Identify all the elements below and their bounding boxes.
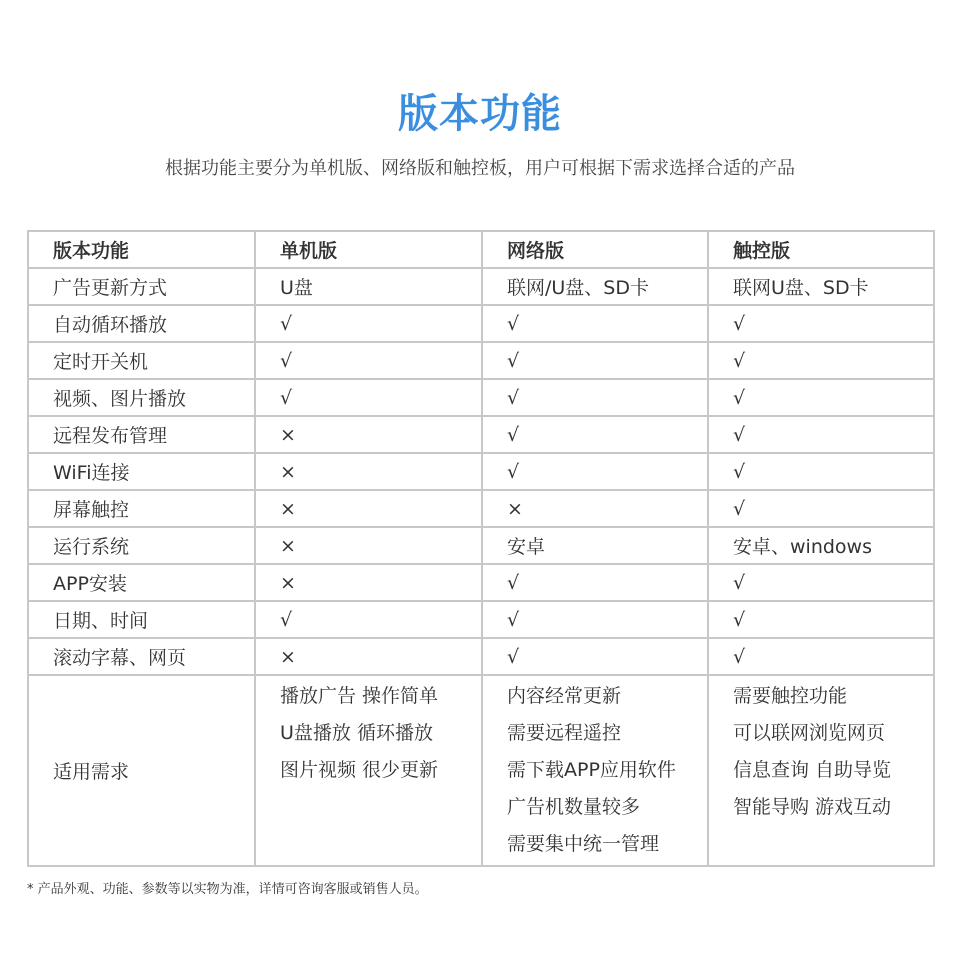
touch-value: 安卓、windows: [708, 527, 934, 564]
use-case-network: [482, 675, 708, 866]
feature-name: 广告更新方式: [28, 268, 255, 305]
network-value: 安卓: [482, 527, 708, 564]
standalone-value: ×: [255, 638, 482, 675]
table-row: [28, 268, 934, 305]
use-case-line: 需下载APP应用软件: [507, 759, 676, 781]
use-case-line: 可以联网浏览网页: [733, 722, 886, 744]
standalone-value: U盘: [255, 268, 482, 305]
feature-name: 自动循环播放: [28, 305, 255, 342]
use-case-line: 需要远程遥控: [507, 722, 622, 744]
touch-value: √: [708, 490, 934, 527]
use-case-line: 内容经常更新: [507, 685, 622, 707]
network-value: √: [482, 416, 708, 453]
table-row: [28, 601, 934, 638]
standalone-value: ×: [255, 490, 482, 527]
touch-value: √: [708, 453, 934, 490]
network-value: 联网/U盘、SD卡: [482, 268, 708, 305]
disclaimer-note: * 产品外观、功能、参数等以实物为准，详情可咨询客服或销售人员。: [27, 882, 428, 897]
feature-name: 运行系统: [28, 527, 255, 564]
use-case-label: 适用需求: [28, 675, 255, 866]
network-value: √: [482, 379, 708, 416]
network-value: ×: [482, 490, 708, 527]
feature-name: 远程发布管理: [28, 416, 255, 453]
network-value: √: [482, 601, 708, 638]
table-row: [28, 564, 934, 601]
use-case-row: [28, 675, 934, 866]
table-row: [28, 379, 934, 416]
standalone-value: √: [255, 601, 482, 638]
table-row: [28, 305, 934, 342]
touch-value: √: [708, 638, 934, 675]
feature-name: 日期、时间: [28, 601, 255, 638]
network-value: √: [482, 305, 708, 342]
use-case-line: 智能导购 游戏互动: [733, 796, 892, 818]
feature-name: 滚动字幕、网页: [28, 638, 255, 675]
table-row: [28, 527, 934, 564]
standalone-value: ×: [255, 527, 482, 564]
header-feature: 版本功能: [28, 231, 255, 268]
use-case-line: U盘播放 循环播放: [280, 722, 433, 744]
header-network: 网络版: [482, 231, 708, 268]
table-header-row: [28, 231, 934, 268]
standalone-value: √: [255, 342, 482, 379]
feature-name: 定时开关机: [28, 342, 255, 379]
standalone-value: ×: [255, 416, 482, 453]
touch-value: √: [708, 379, 934, 416]
standalone-value: ×: [255, 453, 482, 490]
page-subtitle: 根据功能主要分为单机版、网络版和触控板，用户可根据下需求选择合适的产品: [165, 158, 795, 179]
header-touch: 触控版: [708, 231, 934, 268]
feature-name: APP安装: [28, 564, 255, 601]
network-value: √: [482, 453, 708, 490]
table-row: [28, 416, 934, 453]
feature-name: 屏幕触控: [28, 490, 255, 527]
touch-value: √: [708, 305, 934, 342]
page-title: 版本功能: [398, 91, 562, 137]
use-case-line: 播放广告 操作简单: [280, 685, 439, 707]
network-value: √: [482, 564, 708, 601]
header-standalone: 单机版: [255, 231, 482, 268]
touch-value: 联网U盘、SD卡: [708, 268, 934, 305]
feature-name: 视频、图片播放: [28, 379, 255, 416]
standalone-value: √: [255, 305, 482, 342]
table-row: [28, 453, 934, 490]
use-case-touch: [708, 675, 934, 866]
use-case-line: 需要集中统一管理: [507, 833, 660, 855]
standalone-value: ×: [255, 564, 482, 601]
use-case-line: 图片视频 很少更新: [280, 759, 439, 781]
feature-name: WiFi连接: [28, 453, 255, 490]
network-value: √: [482, 638, 708, 675]
touch-value: √: [708, 416, 934, 453]
touch-value: √: [708, 564, 934, 601]
table-row: [28, 490, 934, 527]
standalone-value: √: [255, 379, 482, 416]
touch-value: √: [708, 342, 934, 379]
feature-comparison-table: [27, 230, 935, 867]
touch-value: √: [708, 601, 934, 638]
use-case-line: 信息查询 自助导览: [733, 759, 892, 781]
use-case-standalone: [255, 675, 482, 866]
table-row: [28, 342, 934, 379]
network-value: √: [482, 342, 708, 379]
table-row: [28, 638, 934, 675]
use-case-line: 需要触控功能: [733, 685, 848, 707]
use-case-line: 广告机数量较多: [507, 796, 641, 818]
